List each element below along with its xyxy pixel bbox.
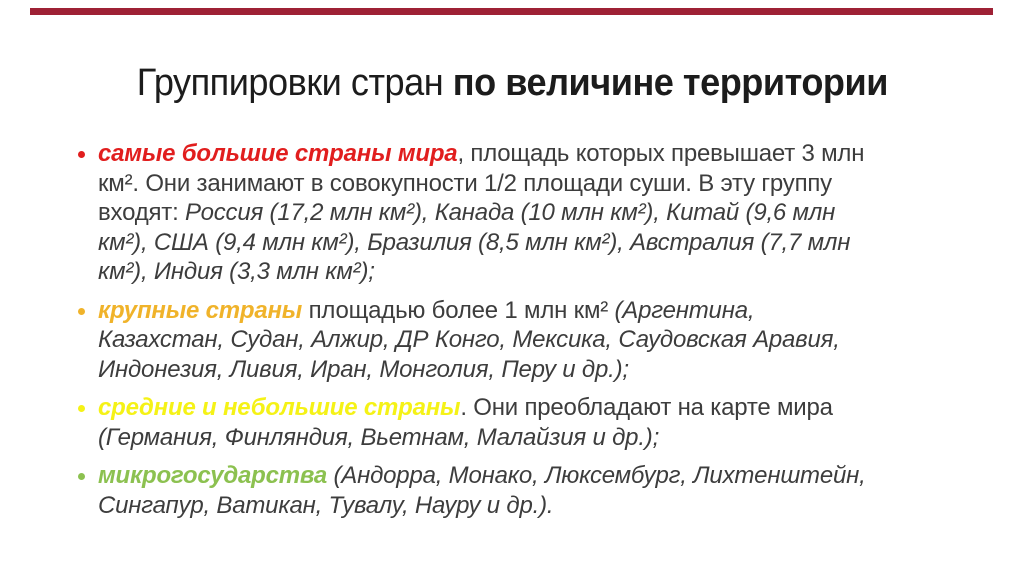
bullet-marker xyxy=(78,151,85,158)
text-line xyxy=(98,423,978,453)
country-list: км²), Индия (3,3 млн км²); xyxy=(98,258,375,285)
text-line xyxy=(98,139,978,169)
text-line xyxy=(98,461,978,491)
bullet-item-large-countries xyxy=(78,296,978,385)
slide-title-text xyxy=(136,60,887,108)
country-list: Россия (17,2 млн км²), Канада (10 млн км²), Китай (9,6 млн xyxy=(185,199,836,226)
bullet-marker xyxy=(78,473,85,480)
slide-title xyxy=(0,60,1024,108)
country-list: (Германия, Финляндия, Вьетнам, Малайзия и др.); xyxy=(98,423,660,451)
country-list: (Аргентина, xyxy=(614,296,755,324)
title-normal-part: Группировки стран xyxy=(136,62,453,104)
bullet-item-microstates xyxy=(78,461,978,520)
country-list: Казахстан, Судан, Алжир, ДР Конго, Мексика, Саудовская Аравия, xyxy=(98,326,840,353)
text-line xyxy=(98,325,978,355)
text-line xyxy=(98,491,978,521)
top-accent-bar xyxy=(30,8,993,15)
body-text: . Они преобладают на карте мира xyxy=(460,394,833,421)
bullet-text xyxy=(98,139,978,287)
lead-phrase: самые большие страны мира xyxy=(98,140,458,167)
text-line xyxy=(98,257,978,287)
country-list: Индонезия, Ливия, Иран, Монголия, Перу и др.); xyxy=(98,355,629,383)
text-line xyxy=(98,228,978,258)
bullet-item-medium-small-countries xyxy=(78,393,978,452)
country-list: км²), США (9,4 млн км²), Бразилия (8,5 млн км²), Австралия (7,7 млн xyxy=(98,228,851,256)
body-text: площадью более 1 млн км² xyxy=(302,296,615,324)
bullet-marker xyxy=(78,405,85,412)
bullet-text xyxy=(98,461,978,520)
lead-phrase: крупные страны xyxy=(98,296,303,324)
text-line xyxy=(98,296,978,326)
bullet-marker xyxy=(78,308,85,315)
title-bold-part: по величине территории xyxy=(452,62,888,104)
body-text: , площадь которых превышает 3 млн xyxy=(457,140,865,167)
bullet-text xyxy=(98,296,978,385)
body-text: входят: xyxy=(98,199,186,226)
bullet-list xyxy=(78,139,978,520)
lead-phrase: микрогосударства xyxy=(98,462,328,489)
lead-phrase: средние и небольшие страны xyxy=(98,394,461,421)
body-text: км². Они занимают в совокупности 1/2 площади суши. В эту группу xyxy=(98,169,832,197)
bullet-text xyxy=(98,393,978,452)
text-line xyxy=(98,355,978,385)
bullet-item-largest-countries xyxy=(78,139,978,287)
text-line xyxy=(98,169,978,199)
country-list: Сингапур, Ватикан, Тувалу, Науру и др.). xyxy=(98,491,554,519)
country-list: (Андорра, Монако, Люксембург, Лихтенштейн, xyxy=(327,462,866,489)
text-line xyxy=(98,393,978,423)
text-line xyxy=(98,198,978,228)
